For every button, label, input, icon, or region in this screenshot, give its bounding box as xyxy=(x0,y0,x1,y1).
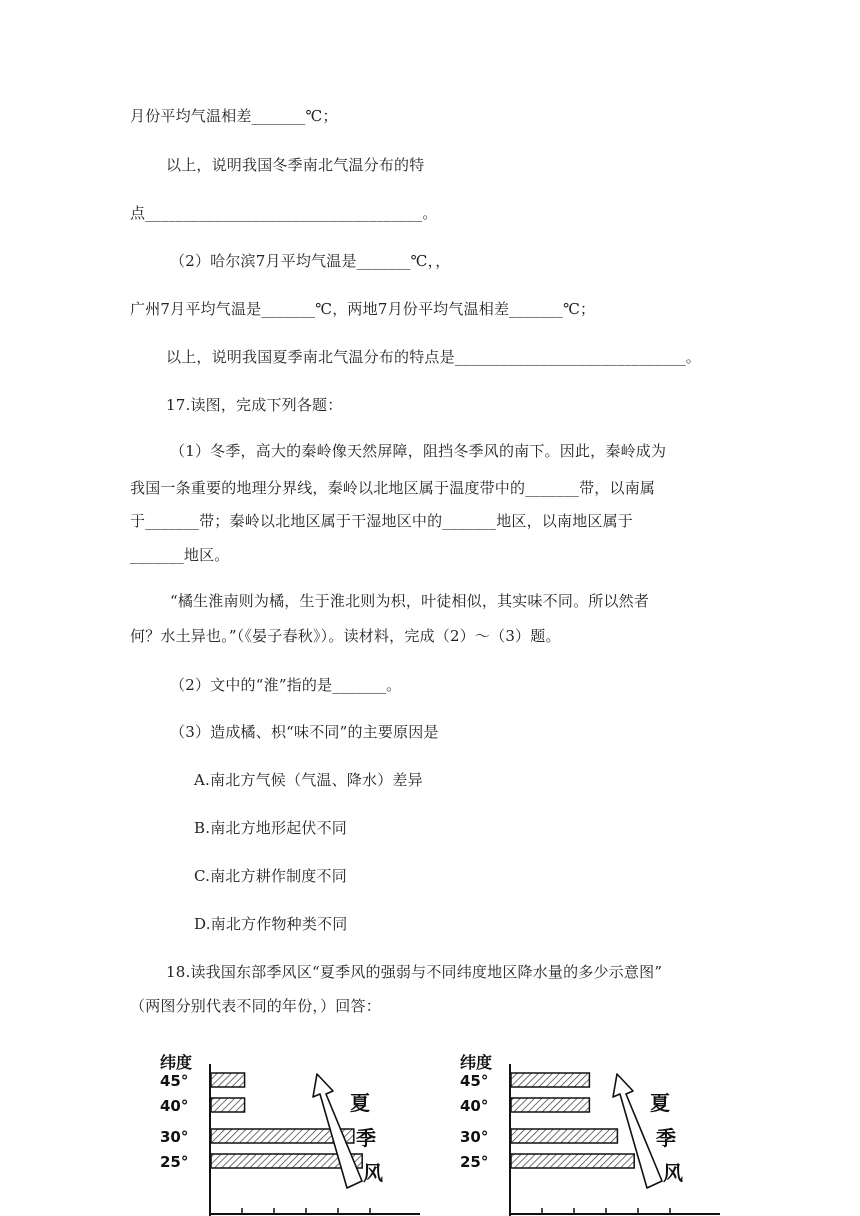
option-a: A.南北方气候（气温、降水）差异 xyxy=(194,771,423,789)
tick-label: 40° xyxy=(160,1097,189,1115)
figure-left xyxy=(150,1048,420,1216)
arrow-label-char: 季 xyxy=(656,1126,676,1150)
tick-label: 45° xyxy=(160,1072,189,1090)
text-line-6: 以上，说明我国夏季南北气温分布的特点是______________________________。 xyxy=(166,348,702,366)
option-d: D.南北方作物种类不同 xyxy=(194,915,348,933)
text-line-1: 月份平均气温相差_______℃； xyxy=(130,107,338,125)
text-line-9: 我国一条重要的地理分界线，秦岭以北地区属于温度带中的_______带，以南属 xyxy=(130,479,656,497)
bar xyxy=(511,1154,634,1168)
tick-label: 30° xyxy=(160,1128,189,1146)
tick-label: 45° xyxy=(460,1072,489,1090)
tick-label: 30° xyxy=(460,1128,489,1146)
tick-label: 25° xyxy=(460,1153,489,1171)
figure-right-svg xyxy=(450,1048,720,1216)
tick-label: 25° xyxy=(160,1153,189,1171)
question-17-heading: 17.读图，完成下列各题： xyxy=(166,396,343,414)
text-line-10: 于_______带；秦岭以北地区属于干湿地区中的_______地区，以南地区属于 xyxy=(130,512,634,530)
text-line-5: 广州7月平均气温是_______℃，两地7月份平均气温相差_______℃； xyxy=(130,300,596,318)
question-18-heading: 18.读我国东部季风区“夏季风的强弱与不同纬度地区降水量的多少示意图” xyxy=(166,963,663,981)
figure-left-svg xyxy=(150,1048,420,1216)
text-line-4: （2）哈尔滨7月平均气温是_______℃，， xyxy=(170,252,451,270)
figures-container xyxy=(150,1048,730,1216)
text-line-11: _______地区。 xyxy=(130,546,230,564)
text-line-21: （两图分别代表不同的年份，）回答： xyxy=(130,997,381,1015)
text-line-3: 点____________________________________。 xyxy=(130,204,438,222)
option-b: B.南北方地形起伏不同 xyxy=(194,819,347,837)
text-line-12: “橘生淮南则为橘，生于淮北则为枳，叶徒相似，其实味不同。所以然者 xyxy=(170,592,650,610)
text-line-14: （2）文中的“淮”指的是_______。 xyxy=(170,676,402,694)
arrow-label-char: 季 xyxy=(356,1126,376,1150)
figure-right xyxy=(450,1048,720,1216)
bar xyxy=(511,1129,617,1143)
bar xyxy=(511,1098,589,1112)
bar xyxy=(211,1098,245,1112)
text-line-8: （1）冬季，高大的秦岭像天然屏障，阻挡冬季风的南下。因此，秦岭成为 xyxy=(170,442,667,460)
arrow-label-char: 夏 xyxy=(650,1091,670,1115)
arrow-label-char: 风 xyxy=(363,1161,383,1185)
text-line-2: 以上，说明我国冬季南北气温分布的特 xyxy=(166,156,425,174)
bar xyxy=(511,1073,589,1087)
bar xyxy=(211,1073,245,1087)
arrow-label-char: 夏 xyxy=(350,1091,370,1115)
arrow-label-char: 风 xyxy=(663,1161,683,1185)
axis-title: 纬度 xyxy=(160,1053,193,1072)
option-c: C.南北方耕作制度不同 xyxy=(194,867,347,885)
text-line-15: （3）造成橘、枳“味不同”的主要原因是 xyxy=(170,723,439,741)
axis-title: 纬度 xyxy=(460,1053,493,1072)
tick-label: 40° xyxy=(460,1097,489,1115)
text-line-13: 何？水土异也。”（《晏子春秋》）。读材料，完成（2）～（3）题。 xyxy=(130,627,561,645)
